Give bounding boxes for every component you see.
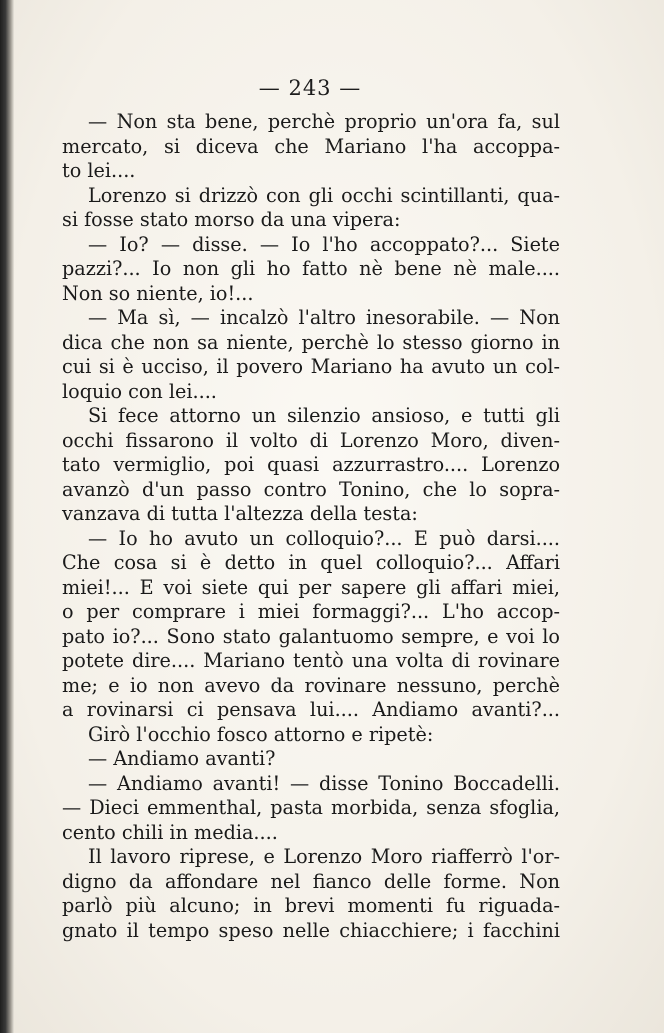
text-line: gnato il tempo speso nelle chiacchiere; i facchini <box>62 918 560 942</box>
book-spine-shadow <box>0 0 14 1033</box>
text-line: Il lavoro riprese, e Lorenzo Moro riafferrò l'or- <box>88 845 560 868</box>
text-line: tato vermiglio, poi quasi azzurrastro.... Lorenzo <box>62 453 560 476</box>
text-line: parlò più alcuno; in brevi momenti fu riguada- <box>62 894 560 917</box>
text-line: Lorenzo si drizzò con gli occhi scintillanti, qua- <box>88 183 560 207</box>
text-line: mercato, si diceva che Mariano l'ha accoppa- <box>62 134 560 158</box>
text-line: Si fece attorno un silenzio ansioso, e tutti gli <box>88 404 560 427</box>
text-line: pazzi?... Io non gli ho fatto nè bene nè male.... <box>62 257 560 280</box>
text-line: avanzò d'un passo contro Tonino, che lo sopra- <box>62 477 560 501</box>
text-line: Che cosa si è detto in quel colloquio?... Affari <box>62 551 560 574</box>
text-line: — Andiamo avanti? <box>88 747 276 770</box>
text-line: miei!... E voi siete qui per sapere gli affari miei, <box>62 575 560 599</box>
page-body-text <box>62 110 560 943</box>
page-number: — 243 — <box>258 76 362 100</box>
text-line: occhi fissarono il volto di Lorenzo Moro, diven- <box>62 428 560 452</box>
text-line: — Io ho avuto un colloquio?... E può darsi.... <box>88 526 560 550</box>
text-line: Non so niente, io!... <box>62 281 254 305</box>
text-line: — Non sta bene, perchè proprio un'ora fa, sul <box>88 110 560 133</box>
text-line: vanzava di tutta l'altezza della testa: <box>62 502 418 525</box>
text-line: cui si è ucciso, il povero Mariano ha avuto un col- <box>62 355 560 378</box>
text-line: loquio con lei.... <box>62 379 217 403</box>
text-line: dica che non sa niente, perchè lo stesso giorno in <box>62 330 560 354</box>
text-line: a rovinarsi ci pensava lui.... Andiamo avanti?... <box>62 698 560 721</box>
text-line: to lei.... <box>62 159 136 182</box>
text-line: o per comprare i miei formaggi?... L'ho accop- <box>62 600 560 623</box>
text-line: digno da affondare nel fianco delle forme. Non <box>62 869 560 893</box>
text-line: cento chili in media.... <box>62 820 278 844</box>
text-line: — Dieci emmenthal, pasta morbida, senza sfoglia, <box>62 796 560 819</box>
text-line: si fosse stato morso da una vipera: <box>62 208 401 231</box>
text-line: pato io?... Sono stato galantuomo sempre, e voi lo <box>62 624 560 648</box>
text-line: me; e io non avevo da rovinare nessuno, perchè <box>62 673 560 697</box>
text-line: — Andiamo avanti! — disse Tonino Boccadelli. <box>88 771 560 795</box>
text-line: — Ma sì, — incalzò l'altro inesorabile. — Non <box>88 306 560 329</box>
text-line: — Io? — disse. — Io l'ho accoppato?... Siete <box>88 232 560 256</box>
text-line: potete dire.... Mariano tentò una volta di rovinare <box>62 649 560 672</box>
text-line: Girò l'occhio fosco attorno e ripetè: <box>88 722 434 746</box>
